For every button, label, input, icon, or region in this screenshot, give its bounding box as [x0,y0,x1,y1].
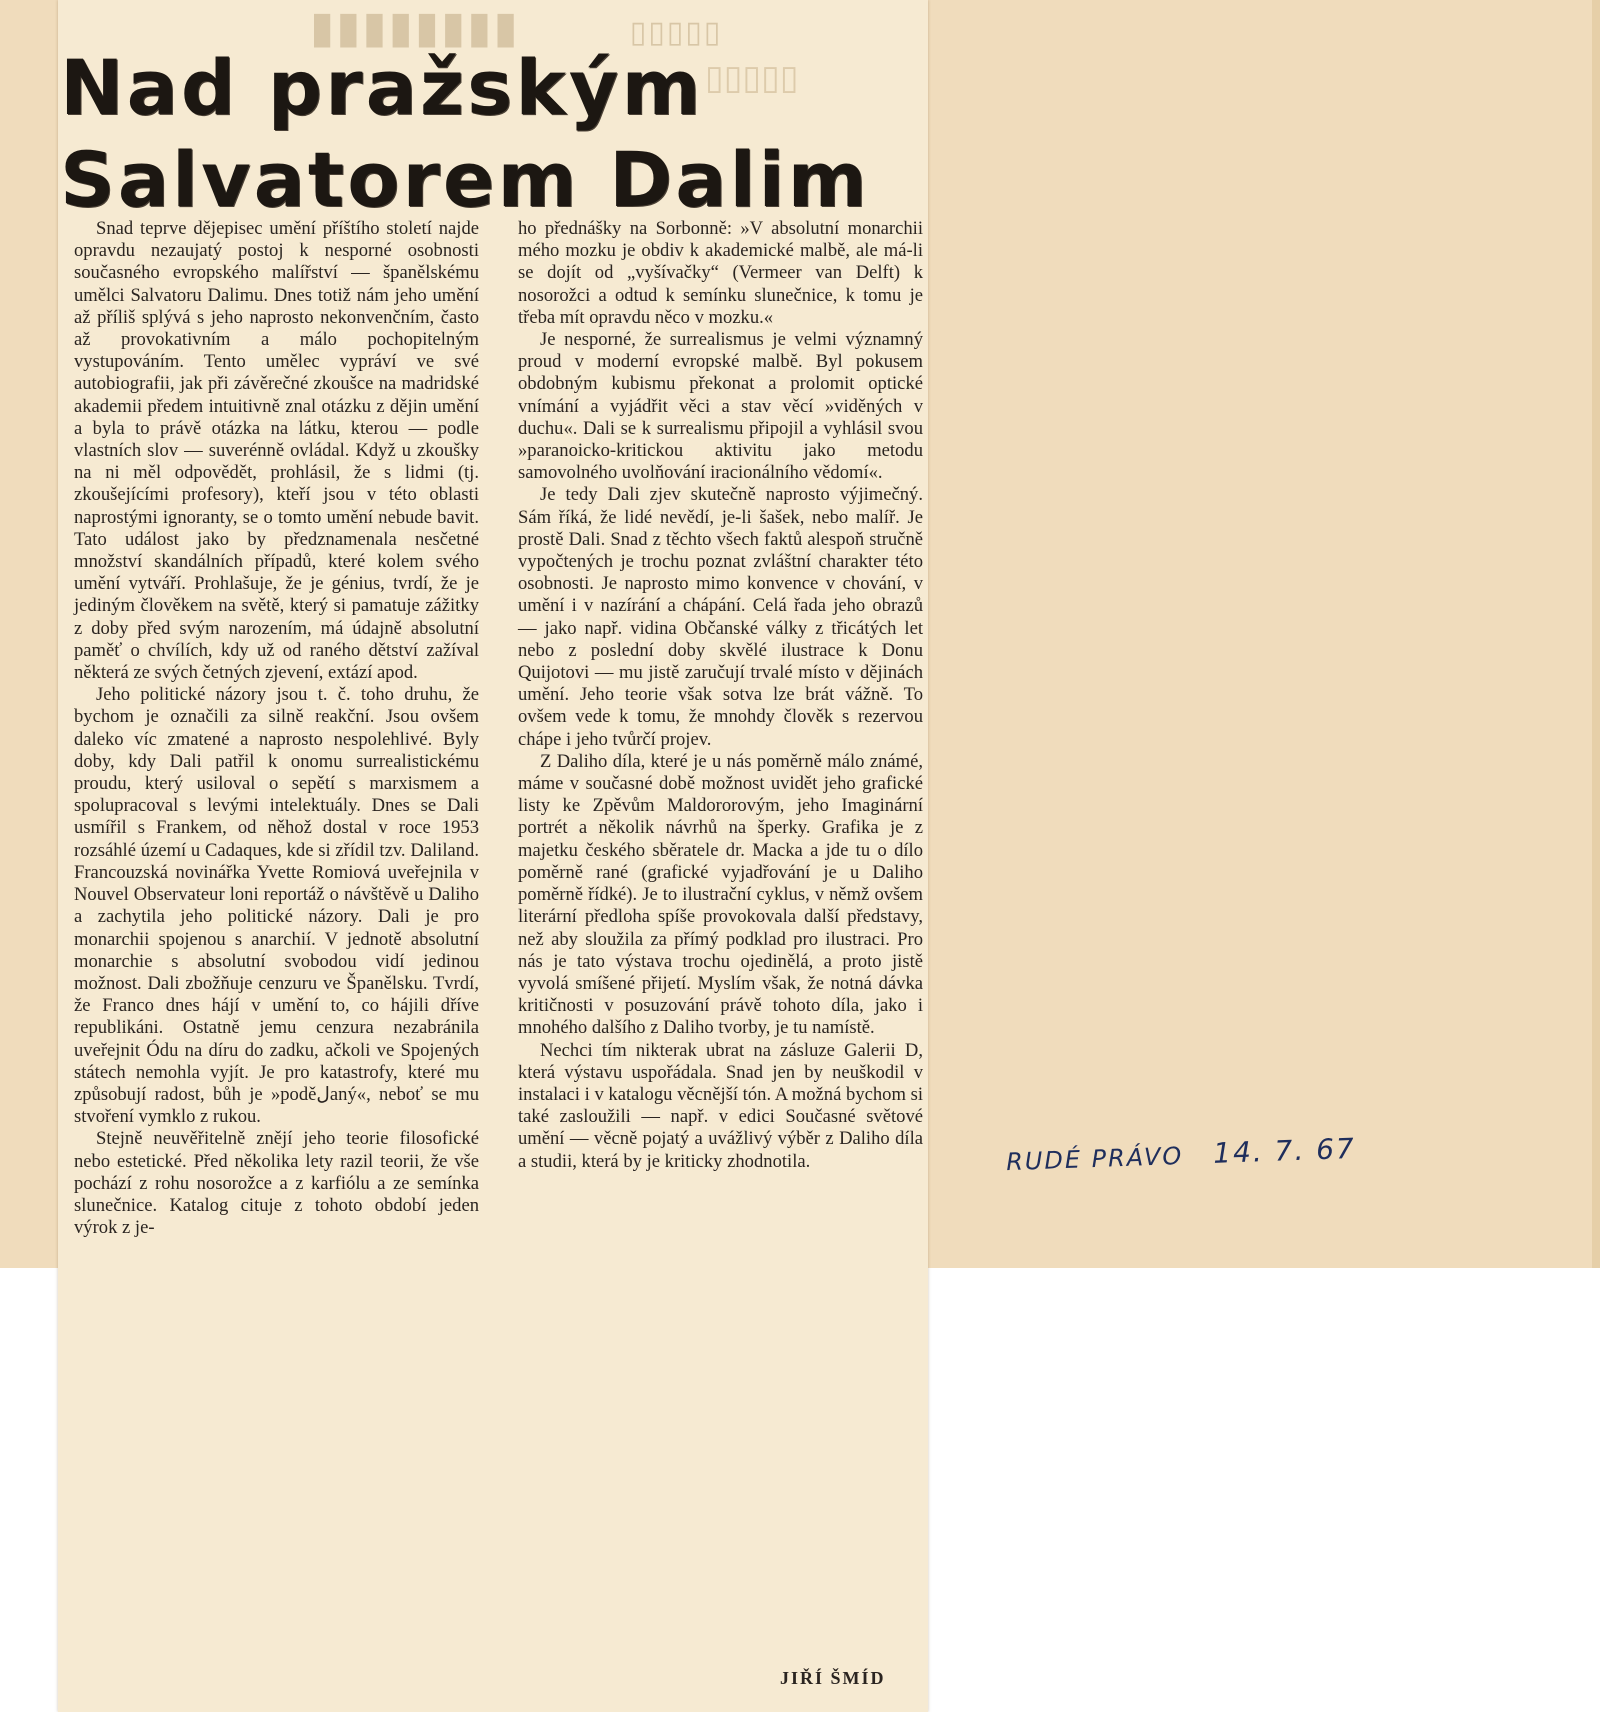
bleed-through-header: ▮▮▮▮▮▮▮▮ ▯▯▯▯▯ [310,2,723,52]
paragraph: Je tedy Dali zjev skutečně naprosto výjimečný. Sám říká, že lidé nevědí, je-li šašek, nebo malíř. Je prostě Dali. Snad z těchto všech faktů alespoň stručně vypočtených je trochu poznat zvláštní charakter této osobnosti. Je naprosto mimo konvence v chování, v umění i v nazírání a chápání. Celá řada jeho obrazů — jako např. vidina Občanské války z třicátých let nebo z poslední doby skvělé ilustrace k Donu Quijotovi — mu jistě zaručují trvalé místo v dějinách umění. Jeho teorie však sotva lze brát vážně. To ovšem vede k tomu, že mnohdy člověk s rezervou chápe i jeho tvůrčí projev. [518,484,923,750]
title-line-1: Nad pražským [60,43,704,132]
bleed-through-side: ▯▯▯▯▯ [705,58,799,98]
article-title [60,42,880,226]
paragraph: ho přednášky na Sorbonně: »V absolutní monarchii mého mozku je obdiv k akademické malbě, ale má-li se dojít od „vyšívačky“ (Vermeer van Delft) k nosorožci a odtud k semínku slunečnice, k tomu je třeba mít opravdu něco v mozku.« [518,218,923,328]
author-byline: JIŘÍ ŠMÍD [780,1668,886,1688]
left-column [74,218,479,1239]
sheet-edge [1592,0,1600,1268]
paragraph: Jeho politické názory jsou t. č. toho druhu, že bychom je označili za silně reakční. Jsou ovšem daleko víc zmatené a naprosto nespolehlivé. Byly doby, kdy Dali patřil k onomu surrealistickému proudu, který usiloval o sepětí s marxismem a spolupracoval s levými intelektuály. Dnes se Dali usmířil s Frankem, od něhož dostal v roce 1953 rozsáhlé území u Cadaques, kde si zřídil tzv. Daliland. Francouzská novinářka Yvette Romiová uveřejnila v Nouvel Observateur loni reportáž o návštěvě u Daliho a zachytila jeho politické názory. Dali je pro monarchii spojenou s anarchií. V jednotě absolutní monarchie s absolutní svobodou vidí jedinou možnost. Dali zbožňuje cenzuru ve Španělsku. Tvrdí, že Franco dnes hájí v umění to, co hájili dříve republikáni. Ostatně jemu cenzura nezabránila uveřejnit Ódu na díru do zadku, ačkoli ve Spojených státech nemohla vyjít. Je pro katastrofy, které mu způsobují radost, bůh je »poděلaný«, neboť se mu stvoření vymklo z rukou. [74,684,479,1128]
paragraph: Nechci tím nikterak ubrat na zásluze Galerii D, která výstavu uspořádala. Snad jen by neuškodil v instalaci i v katalogu věcnější tón. A možná bychom si také zasloužili — např. v edici Současné světové umění — věcně pojatý a uvážlivý výběr z Daliho díla a studii, která by je kriticky zhodnotila. [518,1039,923,1172]
annotation-publication: RUDÉ PRÁVO [1005,1141,1184,1177]
paragraph: Snad teprve dějepisec umění příštího století najde opravdu nezaujatý postoj k nesporné osobnosti současného evropského malířství — španělskému umělci Salvatoru Dalimu. Dnes totiž nám jeho umění až příliš splývá s jeho naprosto nekonvenčním, často až provokativním a málo pochopitelným vystupováním. Tento umělec vypráví ve své autobiografii, jak při závěrečné zkoušce na madridské akademii předem intuitivně znal otázku z dějin umění a byla to právě otázka na látku, kterou — podle vlastních slov — suverénně ovládal. Když u zkoušky na ni měl odpovědět, prohlásil, že s lidmi (tj. zkoušejícími profesory), kteří jsou v této oblasti naprostými ignoranty, se o tomto umění nebude bavit. Tato událost jako by předznamenala nesčetné množství skandálních případů, které kolem svého umění vytváří. Prohlašuje, že je génius, tvrdí, že je jediným člověkem na světě, který si pamatuje zážitky z doby před svým narozením, má údajně absolutní paměť o chvílích, kdy už od raného dětství zažíval některá ze svých četných zjevení, extází apod. [74,218,479,684]
title-line-2: Salvatorem Dalim [60,135,870,224]
annotation-date: 14. 7. 67 [1212,1131,1357,1170]
paragraph: Stejně neuvěřitelně znějí jeho teorie filosofické nebo estetické. Před několika lety razil teorii, že vše pochází z rohu nosorožce a z karfiólu a ze semínka slunečnice. Katalog cituje z tohoto období jeden výrok z je- [74,1128,479,1239]
paragraph: Je nesporné, že surrealismus je velmi významný proud v moderní evropské malbě. Byl pokusem obdobným kubismu překonat a prolomit optické vnímání a vyjádřit věci a stav věcí »viděných v duchu«. Dali se k surrealismu připojil a vyhlásil svou »paranoicko-kritickou aktivitu jako metodu samovolného uvolňování iracionálního vědomí«. [518,329,923,484]
paragraph: Z Daliho díla, které je u nás poměrně málo známé, máme v současné době možnost uvidět jeho grafické listy ke Zpěvům Maldororovým, jeho Imaginární portrét a několik návrhů na šperky. Grafika je z majetku českého sběratele dr. Macka a jde tu o dílo poměrně rané (grafické vyjadřování je u Daliho poměrně řídké). Je to ilustrační cyklus, v němž ovšem literární předloha spíše provokovala další představy, než aby sloužila za přímý podklad pro ilustraci. Pro nás je tato výstava trochu ojedinělá, a proto jistě vyvolá smíšené přijetí. Myslím však, že notná dávka kritičnosti v posuzování právě tohoto díla, jako i mnohého dalšího z Daliho tvorby, je tu namístě. [518,750,923,1039]
right-column [518,218,923,1173]
